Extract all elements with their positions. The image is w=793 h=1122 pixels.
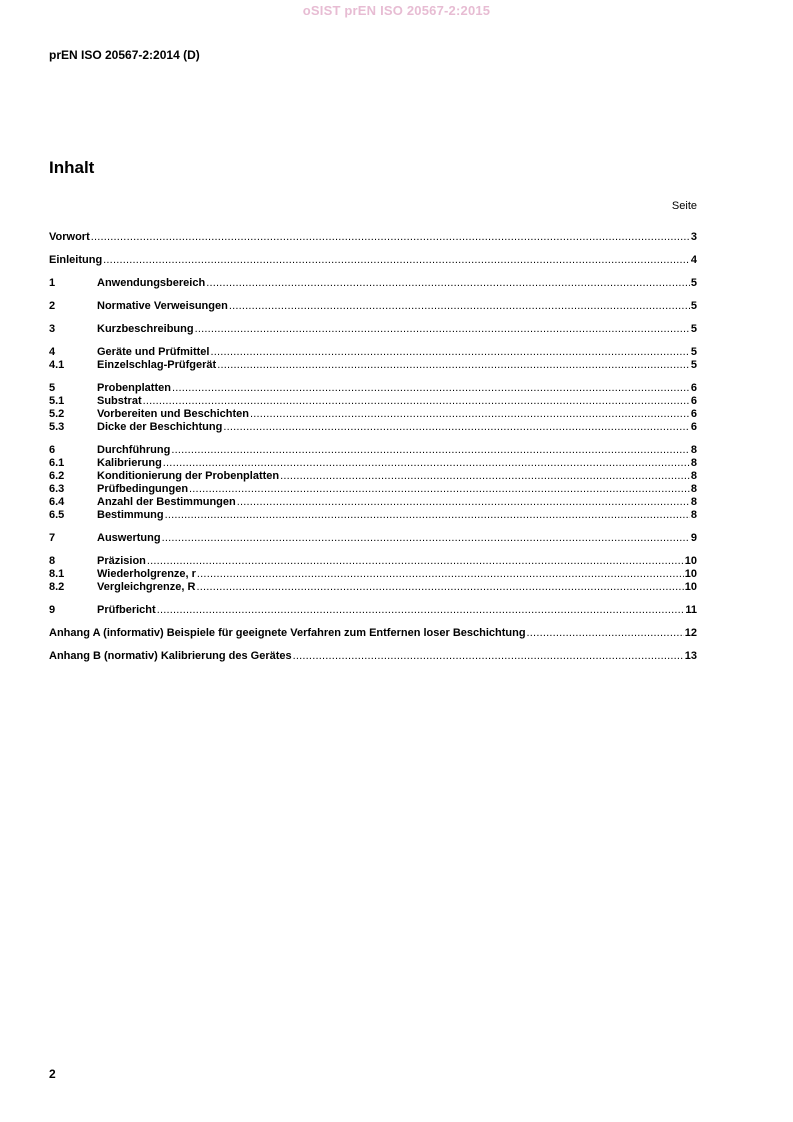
- toc-entry[interactable]: [49, 231, 697, 244]
- toc-entry-number: 3: [49, 323, 56, 335]
- toc-entry-page: 10: [684, 555, 697, 567]
- toc-dot-leader: [171, 444, 690, 457]
- toc-entry-number: 5.3: [49, 421, 65, 433]
- toc-entry-page: 8: [690, 509, 697, 521]
- toc-entry-title: Einleitung: [49, 254, 103, 266]
- toc-entry-page: 5: [690, 346, 697, 358]
- toc-entry-title: Konditionierung der Probenplatten: [97, 470, 280, 482]
- toc-dot-leader: [165, 509, 690, 522]
- toc-entry-title: Normative Verweisungen: [97, 300, 228, 312]
- toc-entry-page: 3: [690, 231, 697, 243]
- toc-dot-leader: [223, 421, 690, 434]
- toc-entry[interactable]: [49, 408, 697, 421]
- toc-entry-title: Durchführung: [97, 444, 171, 456]
- toc-entry[interactable]: [49, 277, 697, 290]
- toc-entry-number: 8: [49, 555, 56, 567]
- toc-entry[interactable]: [49, 444, 697, 457]
- toc-entry-number: 2: [49, 300, 56, 312]
- toc-dot-leader: [206, 277, 690, 290]
- toc-entry-page: 6: [690, 395, 697, 407]
- toc-entry-page: 5: [690, 323, 697, 335]
- toc-dot-leader: [172, 382, 690, 395]
- toc-entry-page: 10: [684, 581, 697, 593]
- toc-entry[interactable]: [49, 650, 697, 663]
- toc-dot-leader: [210, 346, 689, 359]
- toc-entry-number: 8.2: [49, 581, 65, 593]
- toc-entry-page: 4: [690, 254, 697, 266]
- toc-entry-number: 1: [49, 277, 56, 289]
- table-of-contents: [49, 231, 697, 663]
- toc-dot-leader: [163, 457, 690, 470]
- toc-entry-page: 6: [690, 382, 697, 394]
- toc-dot-leader: [103, 254, 690, 267]
- toc-entry-title: Prüfbericht: [97, 604, 156, 616]
- toc-entry-number: 6.2: [49, 470, 65, 482]
- toc-dot-leader: [196, 581, 683, 594]
- toc-entry[interactable]: [49, 496, 697, 509]
- toc-entry[interactable]: [49, 581, 697, 594]
- toc-entry-number: 5.2: [49, 408, 65, 420]
- toc-dot-leader: [157, 604, 685, 617]
- toc-entry-title: Vorwort: [49, 231, 90, 243]
- toc-dot-leader: [197, 568, 684, 581]
- toc-entry-title: Probenplatten: [97, 382, 171, 394]
- toc-dot-leader: [280, 470, 690, 483]
- toc-entry-page: 6: [690, 421, 697, 433]
- toc-entry-title: Anhang A (informativ) Beispiele für geeignete Verfahren zum Entfernen loser Beschichtung: [49, 627, 526, 639]
- toc-entry[interactable]: [49, 359, 697, 372]
- toc-entry[interactable]: [49, 483, 697, 496]
- toc-entry[interactable]: [49, 555, 697, 568]
- toc-dot-leader: [250, 408, 690, 421]
- toc-entry-title: Bestimmung: [97, 509, 164, 521]
- toc-dot-leader: [527, 627, 684, 640]
- toc-entry-page: 8: [690, 470, 697, 482]
- toc-entry[interactable]: [49, 323, 697, 336]
- toc-entry-title: Auswertung: [97, 532, 161, 544]
- toc-dot-leader: [293, 650, 684, 663]
- toc-entry-title: Anhang B (normativ) Kalibrierung des Gerätes: [49, 650, 292, 662]
- toc-dot-leader: [91, 231, 690, 244]
- toc-entry[interactable]: [49, 604, 697, 617]
- toc-dot-leader: [229, 300, 690, 313]
- toc-entry-title: Dicke der Beschichtung: [97, 421, 223, 433]
- toc-entry-number: 9: [49, 604, 56, 616]
- toc-entry-title: Geräte und Prüfmittel: [97, 346, 210, 358]
- toc-entry-title: Präzision: [97, 555, 146, 567]
- toc-dot-leader: [237, 496, 690, 509]
- toc-entry-page: 8: [690, 457, 697, 469]
- toc-entry[interactable]: [49, 300, 697, 313]
- toc-dot-leader: [147, 555, 684, 568]
- toc-entry-title: Vergleichgrenze, R: [97, 581, 196, 593]
- toc-dot-leader: [162, 532, 690, 545]
- toc-entry-number: 4: [49, 346, 56, 358]
- toc-entry-page: 8: [690, 444, 697, 456]
- toc-entry-page: 10: [684, 568, 697, 580]
- toc-dot-leader: [195, 323, 690, 336]
- toc-entry-title: Wiederholgrenze, r: [97, 568, 196, 580]
- toc-entry-page: 6: [690, 408, 697, 420]
- toc-entry-page: 8: [690, 483, 697, 495]
- toc-entry-page: 9: [690, 532, 697, 544]
- watermark: oSIST prEN ISO 20567-2:2015: [302, 3, 491, 18]
- toc-entry-number: 5: [49, 382, 56, 394]
- toc-entry-title: Kurzbeschreibung: [97, 323, 194, 335]
- toc-entry-page: 11: [685, 604, 697, 616]
- toc-entry[interactable]: [49, 346, 697, 359]
- toc-entry[interactable]: [49, 395, 697, 408]
- toc-dot-leader: [143, 395, 690, 408]
- toc-entry-number: 6: [49, 444, 56, 456]
- toc-entry-page: 5: [690, 359, 697, 371]
- toc-dot-leader: [217, 359, 690, 372]
- toc-entry[interactable]: [49, 470, 697, 483]
- toc-entry-number: 4.1: [49, 359, 65, 371]
- toc-entry-number: 6.5: [49, 509, 65, 521]
- toc-entry-page: 13: [684, 650, 697, 662]
- toc-entry[interactable]: [49, 532, 697, 545]
- toc-entry[interactable]: [49, 382, 697, 395]
- toc-entry-title: Substrat: [97, 395, 142, 407]
- toc-entry[interactable]: [49, 421, 697, 434]
- toc-entry-number: 6.1: [49, 457, 65, 469]
- document-id: prEN ISO 20567-2:2014 (D): [49, 48, 200, 62]
- toc-entry-page: 8: [690, 496, 697, 508]
- toc-entry[interactable]: [49, 568, 697, 581]
- toc-entry-title: Anwendungsbereich: [97, 277, 206, 289]
- toc-entry-title: Einzelschlag-Prüfgerät: [97, 359, 217, 371]
- toc-entry-number: 6.4: [49, 496, 65, 508]
- toc-entry-title: Vorbereiten und Beschichten: [97, 408, 249, 420]
- toc-entry-page: 12: [684, 627, 697, 639]
- toc-entry-title: Anzahl der Bestimmungen: [97, 496, 236, 508]
- toc-entry[interactable]: [49, 254, 697, 267]
- page-column-label: Seite: [671, 200, 697, 212]
- toc-dot-leader: [189, 483, 690, 496]
- toc-entry[interactable]: [49, 627, 697, 640]
- page-number: 2: [49, 1067, 56, 1081]
- toc-entry-number: 6.3: [49, 483, 65, 495]
- toc-entry-title: Prüfbedingungen: [97, 483, 189, 495]
- toc-title: Inhalt: [49, 158, 95, 177]
- toc-entry-title: Kalibrierung: [97, 457, 162, 469]
- toc-entry-number: 5.1: [49, 395, 65, 407]
- toc-entry[interactable]: [49, 509, 697, 522]
- toc-entry-number: 7: [49, 532, 56, 544]
- toc-entry-number: 8.1: [49, 568, 65, 580]
- toc-entry-page: 5: [690, 300, 697, 312]
- toc-entry[interactable]: [49, 457, 697, 470]
- toc-entry-page: 5: [690, 277, 697, 289]
